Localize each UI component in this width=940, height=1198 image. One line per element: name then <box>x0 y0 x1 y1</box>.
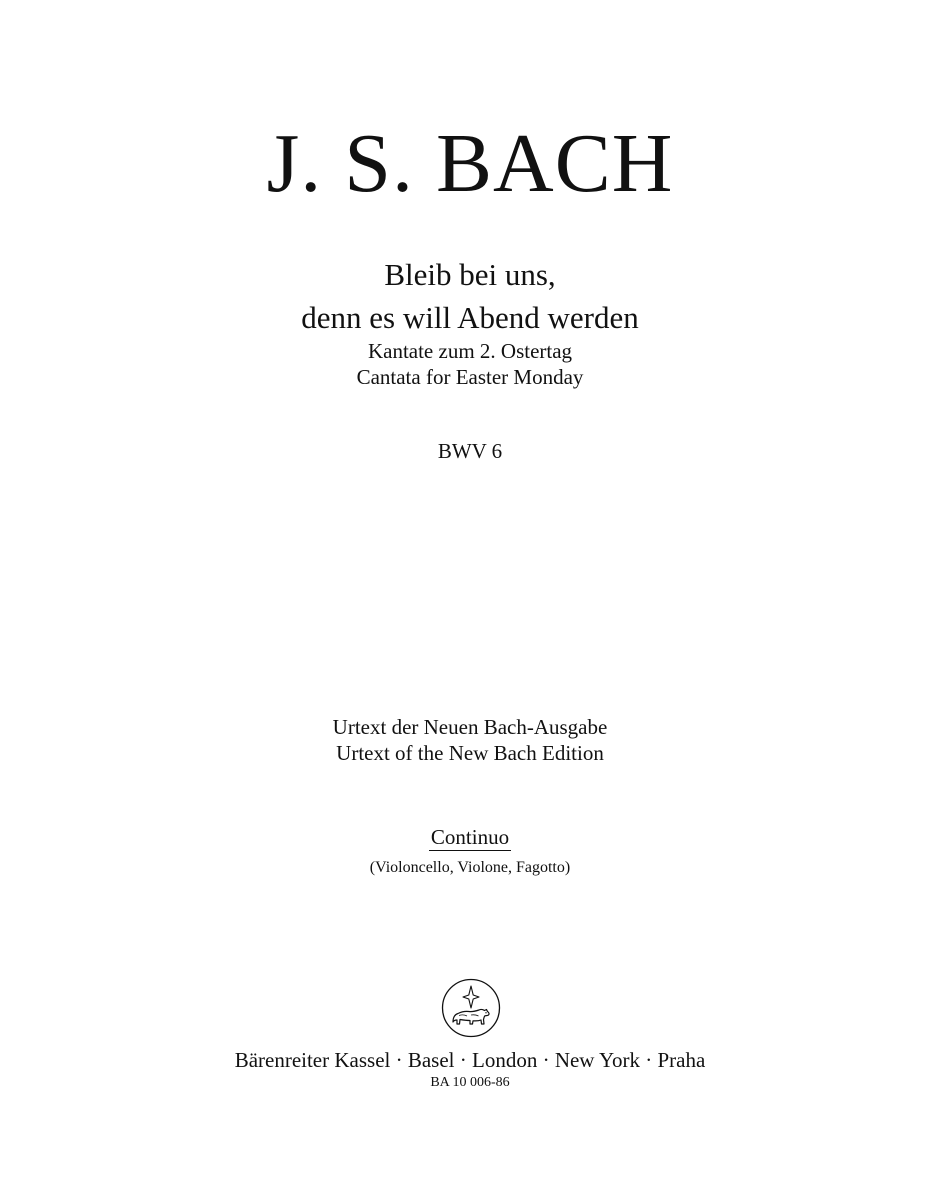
part-name <box>0 827 940 851</box>
cantata-title-line-2: denn es will Abend werden <box>301 300 639 335</box>
publisher-logo-icon <box>441 978 501 1038</box>
composer-name: J. S. BACH <box>266 117 674 210</box>
cantata-title-line-1: Bleib bei uns, <box>384 257 556 292</box>
edition-english: Urtext of the New Bach Edition <box>336 741 604 765</box>
subtitle-english: Cantata for Easter Monday <box>356 365 584 389</box>
part-name-label: Continuo <box>430 825 510 849</box>
bwv-number: BWV 6 <box>437 439 503 463</box>
subtitle-german: Kantate zum 2. Ostertag <box>367 339 573 363</box>
publisher-cities: Bärenreiter Kassel · Basel · London · New York · Praha <box>234 1048 706 1072</box>
part-instruments: (Violoncello, Violone, Fagotto) <box>369 859 571 876</box>
publisher-order-number: BA 10 006-86 <box>430 1075 510 1090</box>
edition-german: Urtext der Neuen Bach-Ausgabe <box>332 715 608 739</box>
